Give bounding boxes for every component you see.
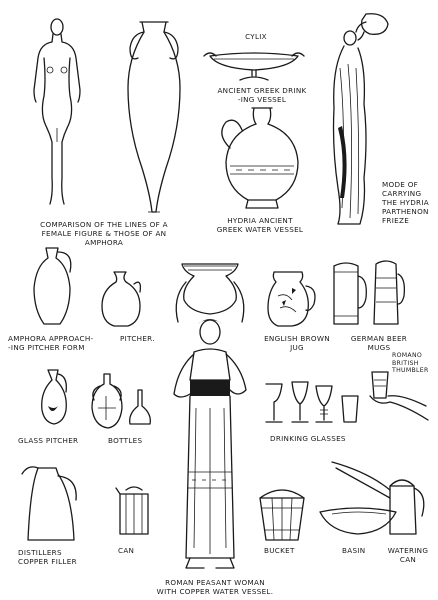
parthenon-carrier-drawing — [318, 8, 392, 232]
can-label: CAN — [118, 546, 135, 555]
female-figure-drawing — [22, 18, 92, 208]
pitcher-drawing — [96, 268, 146, 330]
ancient-greek-drinking-vessel-label: ANCIENT GREEK DRINK -ING VESSEL — [217, 86, 307, 104]
watering-can-label: WATERING CAN — [387, 546, 429, 564]
roman-peasant-woman-caption: ROMAN PEASANT WOMAN WITH COPPER WATER VESSEL. — [156, 578, 274, 596]
basin-label: BASIN — [342, 546, 366, 555]
distillers-copper-filler-label: DISTILLERS COPPER FILLER — [18, 548, 77, 566]
english-brown-jug-label: ENGLISH BROWN JUG — [264, 334, 330, 352]
english-brown-jug-drawing — [262, 266, 318, 330]
distillers-copper-filler-drawing — [18, 464, 82, 544]
amphora-approaching-pitcher-label: AMPHORA APPROACH- -ING PITCHER FORM — [8, 334, 94, 352]
roman-peasant-woman-drawing — [160, 258, 260, 576]
mode-of-carrying-label: MODE OF CARRYING THE HYDRIA PARTHENON FRIEZE — [382, 180, 429, 225]
cylix-drawing — [202, 44, 306, 84]
can-drawing — [112, 486, 156, 538]
cylix-label: CYLIX — [245, 32, 267, 41]
amphora-drawing — [118, 18, 190, 218]
basin-watering-can-drawing — [318, 458, 430, 542]
bucket-label: BUCKET — [264, 546, 295, 555]
german-beer-mugs-label: GERMAN BEER MUGS — [350, 334, 408, 352]
glass-pitcher-drawing — [34, 366, 74, 428]
amphora-pitcher-form-drawing — [24, 244, 84, 328]
hydria-drawing — [212, 104, 312, 214]
comparison-caption: COMPARISON OF THE LINES OF A FEMALE FIGURE & THOSE OF AN AMPHORA — [40, 220, 168, 247]
glass-pitcher-label: GLASS PITCHER — [18, 436, 79, 445]
bucket-drawing — [254, 488, 310, 544]
drinking-glasses-label: DRINKING GLASSES — [270, 434, 346, 443]
german-beer-mugs-drawing — [328, 258, 408, 330]
romano-british-thumbler-label: ROMANO BRITISH THUMBLER — [392, 352, 429, 374]
hydria-label: HYDRIA ANCIENT GREEK WATER VESSEL — [216, 216, 304, 234]
pitcher-label: PITCHER. — [120, 334, 155, 343]
drinking-glasses-drawing — [262, 378, 368, 430]
bottles-label: BOTTLES — [108, 436, 143, 445]
bottles-drawing — [86, 370, 158, 432]
